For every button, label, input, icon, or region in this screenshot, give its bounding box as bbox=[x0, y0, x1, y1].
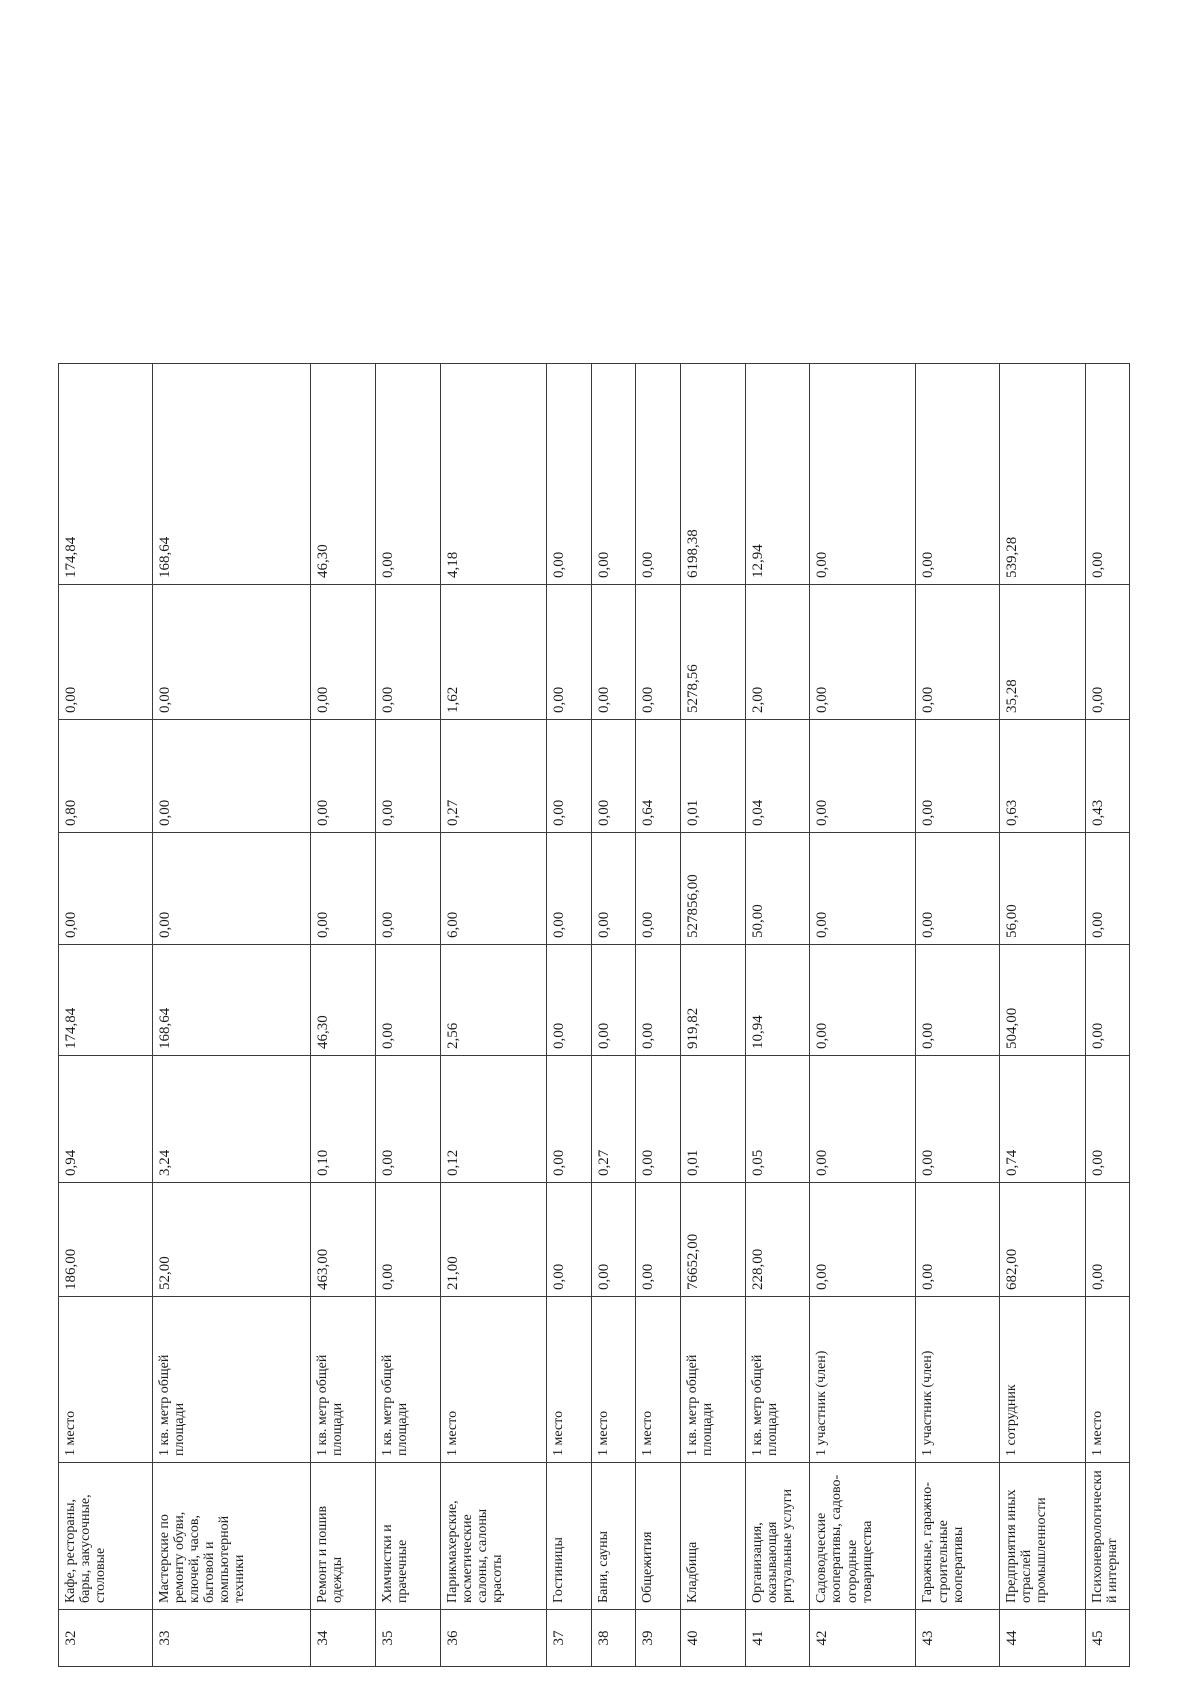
value-cell-5: 0,43 bbox=[1086, 720, 1130, 833]
object-name-cell: Кафе, рестораны, бары, закусочные, столовые bbox=[59, 1463, 153, 1610]
rotated-table-wrapper bbox=[58, 364, 1130, 1667]
table-row bbox=[1000, 364, 1086, 1667]
value-cell-5: 0,04 bbox=[745, 720, 810, 833]
value-cell-5: 0,00 bbox=[546, 720, 591, 833]
value-cell-3: 0,00 bbox=[1086, 945, 1130, 1056]
value-cell-4: 0,00 bbox=[376, 833, 441, 945]
object-name-cell: Ремонт и пошив одежды bbox=[311, 1463, 376, 1610]
table-row bbox=[916, 364, 1000, 1667]
value-cell-7: 0,00 bbox=[916, 364, 1000, 585]
value-cell-7: 0,00 bbox=[376, 364, 441, 585]
object-name-cell: Организация, оказывающая ритуальные услуги bbox=[745, 1463, 810, 1610]
value-cell-2: 3,24 bbox=[152, 1056, 311, 1183]
table-row bbox=[745, 364, 810, 1667]
row-number-cell: 39 bbox=[636, 1610, 681, 1667]
value-cell-1: 463,00 bbox=[311, 1183, 376, 1297]
value-cell-1: 0,00 bbox=[636, 1183, 681, 1297]
object-name-cell: Мастерские по ремонту обуви, ключей, часов, бытовой и компьютерной техники bbox=[152, 1463, 311, 1610]
value-cell-4: 50,00 bbox=[745, 833, 810, 945]
object-name-cell: Гаражные, гаражно-строительные кооперативы bbox=[916, 1463, 1000, 1610]
unit-cell: 1 участник (член) bbox=[916, 1297, 1000, 1463]
value-cell-2: 0,94 bbox=[59, 1056, 153, 1183]
value-cell-4: 0,00 bbox=[311, 833, 376, 945]
row-number-cell: 35 bbox=[376, 1610, 441, 1667]
unit-cell: 1 место bbox=[591, 1297, 636, 1463]
table-row bbox=[311, 364, 376, 1667]
value-cell-6: 0,00 bbox=[810, 585, 916, 720]
value-cell-3: 0,00 bbox=[636, 945, 681, 1056]
value-cell-7: 0,00 bbox=[591, 364, 636, 585]
value-cell-4: 0,00 bbox=[546, 833, 591, 945]
value-cell-3: 174,84 bbox=[59, 945, 153, 1056]
object-name-cell: Парикмахерские, косметические салоны, салоны красоты bbox=[440, 1463, 546, 1610]
object-name-cell: Бани, сауны bbox=[591, 1463, 636, 1610]
value-cell-6: 0,00 bbox=[1086, 585, 1130, 720]
value-cell-5: 0,64 bbox=[636, 720, 681, 833]
value-cell-5: 0,01 bbox=[680, 720, 745, 833]
value-cell-5: 0,00 bbox=[376, 720, 441, 833]
value-cell-1: 186,00 bbox=[59, 1183, 153, 1297]
value-cell-4: 0,00 bbox=[59, 833, 153, 945]
row-number-cell: 43 bbox=[916, 1610, 1000, 1667]
unit-cell: 1 место bbox=[546, 1297, 591, 1463]
value-cell-5: 0,00 bbox=[311, 720, 376, 833]
value-cell-1: 0,00 bbox=[1086, 1183, 1130, 1297]
value-cell-1: 76652,00 bbox=[680, 1183, 745, 1297]
row-number-cell: 36 bbox=[440, 1610, 546, 1667]
value-cell-3: 2,56 bbox=[440, 945, 546, 1056]
object-name-cell: Гостиницы bbox=[546, 1463, 591, 1610]
value-cell-6: 0,00 bbox=[152, 585, 311, 720]
unit-cell: 1 кв. метр общей площади bbox=[680, 1297, 745, 1463]
value-cell-3: 504,00 bbox=[1000, 945, 1086, 1056]
value-cell-6: 1,62 bbox=[440, 585, 546, 720]
value-cell-7: 539,28 bbox=[1000, 364, 1086, 585]
value-cell-2: 0,00 bbox=[376, 1056, 441, 1183]
value-cell-2: 0,12 bbox=[440, 1056, 546, 1183]
value-cell-2: 0,00 bbox=[810, 1056, 916, 1183]
row-number-cell: 32 bbox=[59, 1610, 153, 1667]
unit-cell: 1 сотрудник bbox=[1000, 1297, 1086, 1463]
value-cell-2: 0,74 bbox=[1000, 1056, 1086, 1183]
value-cell-4: 0,00 bbox=[1086, 833, 1130, 945]
value-cell-7: 0,00 bbox=[810, 364, 916, 585]
value-cell-3: 168,64 bbox=[152, 945, 311, 1056]
value-cell-1: 0,00 bbox=[376, 1183, 441, 1297]
value-cell-2: 0,27 bbox=[591, 1056, 636, 1183]
table-row bbox=[1086, 364, 1130, 1667]
value-cell-7: 6198,38 bbox=[680, 364, 745, 585]
table-row bbox=[810, 364, 916, 1667]
value-cell-6: 35,28 bbox=[1000, 585, 1086, 720]
value-cell-4: 0,00 bbox=[810, 833, 916, 945]
value-cell-4: 56,00 bbox=[1000, 833, 1086, 945]
table-row bbox=[546, 364, 591, 1667]
value-cell-5: 0,00 bbox=[916, 720, 1000, 833]
value-cell-6: 0,00 bbox=[916, 585, 1000, 720]
unit-cell: 1 участник (член) bbox=[810, 1297, 916, 1463]
row-number-cell: 44 bbox=[1000, 1610, 1086, 1667]
value-cell-7: 4,18 bbox=[440, 364, 546, 585]
value-cell-6: 0,00 bbox=[376, 585, 441, 720]
row-number-cell: 38 bbox=[591, 1610, 636, 1667]
value-cell-7: 0,00 bbox=[1086, 364, 1130, 585]
value-cell-3: 10,94 bbox=[745, 945, 810, 1056]
unit-cell: 1 место bbox=[1086, 1297, 1130, 1463]
value-cell-5: 0,63 bbox=[1000, 720, 1086, 833]
value-cell-1: 0,00 bbox=[591, 1183, 636, 1297]
value-cell-7: 12,94 bbox=[745, 364, 810, 585]
unit-cell: 1 место bbox=[636, 1297, 681, 1463]
value-cell-6: 0,00 bbox=[59, 585, 153, 720]
value-cell-5: 0,00 bbox=[810, 720, 916, 833]
table-row bbox=[680, 364, 745, 1667]
table-row bbox=[440, 364, 546, 1667]
value-cell-1: 228,00 bbox=[745, 1183, 810, 1297]
value-cell-3: 0,00 bbox=[591, 945, 636, 1056]
value-cell-3: 919,82 bbox=[680, 945, 745, 1056]
value-cell-4: 527856,00 bbox=[680, 833, 745, 945]
value-cell-2: 0,05 bbox=[745, 1056, 810, 1183]
value-cell-5: 0,00 bbox=[152, 720, 311, 833]
value-cell-6: 0,00 bbox=[636, 585, 681, 720]
value-cell-4: 0,00 bbox=[916, 833, 1000, 945]
object-name-cell: Кладбища bbox=[680, 1463, 745, 1610]
value-cell-6: 0,00 bbox=[311, 585, 376, 720]
value-cell-2: 0,00 bbox=[546, 1056, 591, 1183]
value-cell-4: 6,00 bbox=[440, 833, 546, 945]
value-cell-3: 0,00 bbox=[916, 945, 1000, 1056]
value-cell-3: 0,00 bbox=[376, 945, 441, 1056]
value-cell-3: 46,30 bbox=[311, 945, 376, 1056]
value-cell-3: 0,00 bbox=[810, 945, 916, 1056]
unit-cell: 1 кв. метр общей площади bbox=[152, 1297, 311, 1463]
value-cell-7: 174,84 bbox=[59, 364, 153, 585]
value-cell-2: 0,00 bbox=[916, 1056, 1000, 1183]
value-cell-1: 0,00 bbox=[546, 1183, 591, 1297]
value-cell-7: 0,00 bbox=[546, 364, 591, 585]
row-number-cell: 42 bbox=[810, 1610, 916, 1667]
row-number-cell: 45 bbox=[1086, 1610, 1130, 1667]
value-cell-2: 0,01 bbox=[680, 1056, 745, 1183]
value-cell-5: 0,27 bbox=[440, 720, 546, 833]
unit-cell: 1 кв. метр общей площади bbox=[311, 1297, 376, 1463]
value-cell-1: 21,00 bbox=[440, 1183, 546, 1297]
value-cell-4: 0,00 bbox=[636, 833, 681, 945]
table-row bbox=[636, 364, 681, 1667]
row-number-cell: 34 bbox=[311, 1610, 376, 1667]
waste-norms-table bbox=[58, 363, 1130, 1667]
table-row bbox=[591, 364, 636, 1667]
row-number-cell: 37 bbox=[546, 1610, 591, 1667]
object-name-cell: Общежития bbox=[636, 1463, 681, 1610]
value-cell-5: 0,00 bbox=[591, 720, 636, 833]
value-cell-4: 0,00 bbox=[152, 833, 311, 945]
value-cell-4: 0,00 bbox=[591, 833, 636, 945]
unit-cell: 1 кв. метр общей площади bbox=[745, 1297, 810, 1463]
unit-cell: 1 место bbox=[440, 1297, 546, 1463]
table-row bbox=[152, 364, 311, 1667]
value-cell-1: 682,00 bbox=[1000, 1183, 1086, 1297]
row-number-cell: 33 bbox=[152, 1610, 311, 1667]
object-name-cell: Садоводческие кооперативы, садово-огородные товарищества bbox=[810, 1463, 916, 1610]
table-row bbox=[376, 364, 441, 1667]
table-row bbox=[59, 364, 153, 1667]
row-number-cell: 40 bbox=[680, 1610, 745, 1667]
object-name-cell: Психоневрологический интернат bbox=[1086, 1463, 1130, 1610]
object-name-cell: Химчистки и прачечные bbox=[376, 1463, 441, 1610]
value-cell-6: 0,00 bbox=[546, 585, 591, 720]
value-cell-1: 52,00 bbox=[152, 1183, 311, 1297]
row-number-cell: 41 bbox=[745, 1610, 810, 1667]
value-cell-2: 0,00 bbox=[1086, 1056, 1130, 1183]
value-cell-5: 0,80 bbox=[59, 720, 153, 833]
value-cell-7: 46,30 bbox=[311, 364, 376, 585]
unit-cell: 1 кв. метр общей площади bbox=[376, 1297, 441, 1463]
value-cell-7: 168,64 bbox=[152, 364, 311, 585]
unit-cell: 1 место bbox=[59, 1297, 153, 1463]
value-cell-7: 0,00 bbox=[636, 364, 681, 585]
value-cell-1: 0,00 bbox=[810, 1183, 916, 1297]
value-cell-6: 0,00 bbox=[591, 585, 636, 720]
value-cell-2: 0,10 bbox=[311, 1056, 376, 1183]
value-cell-6: 2,00 bbox=[745, 585, 810, 720]
value-cell-6: 5278,56 bbox=[680, 585, 745, 720]
value-cell-2: 0,00 bbox=[636, 1056, 681, 1183]
value-cell-3: 0,00 bbox=[546, 945, 591, 1056]
object-name-cell: Предприятия иных отраслей промышленности bbox=[1000, 1463, 1086, 1610]
value-cell-1: 0,00 bbox=[916, 1183, 1000, 1297]
